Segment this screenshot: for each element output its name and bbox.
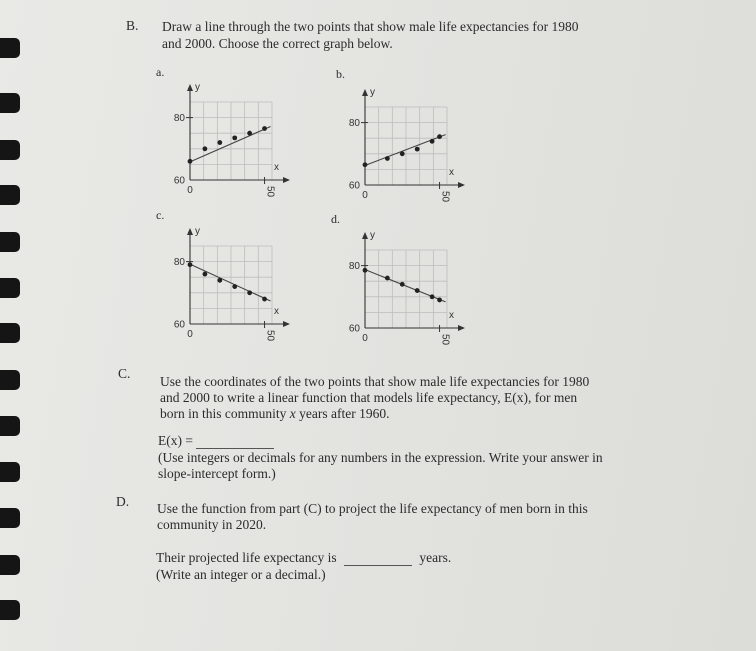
y-tick-label-80: 80 <box>173 257 185 269</box>
x-axis-label: x <box>449 310 454 321</box>
part-c-line-3-pre: born in this community <box>160 406 290 421</box>
x-axis-label: x <box>274 306 279 317</box>
graph-c-label[interactable]: c. <box>156 208 165 222</box>
x-axis-label: x <box>274 162 279 173</box>
part-d-answer-post: years. <box>419 550 452 565</box>
data-point <box>217 140 222 145</box>
graph-c-plot <box>160 224 300 354</box>
e-of-x-label: E(x) = <box>158 433 193 448</box>
graph-a[interactable] <box>160 80 300 215</box>
part-b-letter: B. <box>126 18 139 33</box>
part-c-instruction-2: slope-intercept form.) <box>158 466 276 481</box>
part-b-line-1: Draw a line through the two points that show male life expectancies for 1980 <box>162 19 579 34</box>
x-origin-label: 0 <box>362 190 368 201</box>
graph-c[interactable] <box>160 224 300 359</box>
y-axis-arrow <box>187 84 193 91</box>
data-point <box>400 151 405 156</box>
part-c-instruction-1: (Use integers or decimals for any numbers in the expression. Write your answer in <box>158 450 603 465</box>
x-tick-label-50: 50 <box>439 191 451 203</box>
y-tick-label-80: 80 <box>348 261 360 273</box>
x-axis-arrow <box>458 182 465 188</box>
y-tick-label-80: 80 <box>348 118 360 130</box>
x-origin-label: 0 <box>362 333 368 344</box>
y-origin-label: 60 <box>348 180 360 192</box>
data-point <box>363 268 368 273</box>
part-c-letter: C. <box>118 366 131 381</box>
binding-hole <box>0 278 20 298</box>
life-expectancy-answer-blank[interactable] <box>344 552 412 566</box>
part-d-line-2: community in 2020. <box>157 517 267 532</box>
y-axis-label: y <box>370 87 375 98</box>
part-c-answer-row <box>158 433 274 449</box>
x-tick-label-50: 50 <box>264 330 276 342</box>
binding-hole <box>0 232 20 252</box>
data-point <box>203 146 208 151</box>
data-point <box>262 126 267 131</box>
x-axis-arrow <box>283 321 290 327</box>
x-axis-arrow <box>458 325 465 331</box>
part-c-line-3-post: years after 1960. <box>295 406 390 421</box>
x-origin-label: 0 <box>187 329 193 340</box>
graph-d-plot <box>335 228 475 358</box>
binding-hole <box>0 508 20 528</box>
spiral-binding <box>0 0 36 651</box>
data-point <box>415 288 420 293</box>
x-axis-arrow <box>283 177 290 183</box>
e-of-x-answer-blank[interactable] <box>196 435 274 449</box>
part-d-answer-pre: Their projected life expectancy is <box>156 550 337 565</box>
binding-hole <box>0 185 20 205</box>
y-axis-label: y <box>195 226 200 237</box>
binding-hole <box>0 140 20 160</box>
graph-d-label[interactable]: d. <box>331 212 340 226</box>
data-point <box>385 276 390 281</box>
graph-b-label[interactable]: b. <box>336 67 345 81</box>
data-point <box>437 134 442 139</box>
binding-hole <box>0 38 20 58</box>
data-point <box>188 159 193 164</box>
binding-hole <box>0 462 20 482</box>
y-origin-label: 60 <box>173 319 185 331</box>
data-point <box>232 284 237 289</box>
data-point <box>363 162 368 167</box>
graph-b[interactable] <box>335 85 475 220</box>
x-axis-label: x <box>449 167 454 178</box>
data-point <box>430 294 435 299</box>
part-d-instruction: (Write an integer or a decimal.) <box>156 567 326 582</box>
part-c-line-2: and 2000 to write a linear function that models life expectancy, E(x), for men <box>160 390 578 405</box>
data-point <box>430 139 435 144</box>
part-b-line-2: and 2000. Choose the correct graph below. <box>162 36 393 51</box>
binding-hole <box>0 93 20 113</box>
part-d-line-1: Use the function from part (C) to project the life expectancy of men born in this <box>157 501 588 516</box>
binding-hole <box>0 323 20 343</box>
y-axis-arrow <box>187 228 193 235</box>
y-tick-label-80: 80 <box>173 113 185 125</box>
part-d-letter: D. <box>116 494 130 509</box>
data-point <box>400 282 405 287</box>
graph-b-plot <box>335 85 475 215</box>
data-point <box>247 131 252 136</box>
x-tick-label-50: 50 <box>439 334 451 346</box>
data-point <box>203 272 208 277</box>
graph-d[interactable] <box>335 228 475 363</box>
data-point <box>385 156 390 161</box>
y-axis-label: y <box>195 82 200 93</box>
data-point <box>232 135 237 140</box>
y-origin-label: 60 <box>348 323 360 335</box>
binding-hole <box>0 600 20 620</box>
binding-hole <box>0 370 20 390</box>
x-origin-label: 0 <box>187 185 193 196</box>
graph-a-label[interactable]: a. <box>156 65 165 79</box>
part-c-variable: x <box>289 406 296 421</box>
y-origin-label: 60 <box>173 175 185 187</box>
graph-a-plot <box>160 80 300 210</box>
data-point <box>247 290 252 295</box>
binding-hole <box>0 555 20 575</box>
y-axis-label: y <box>370 230 375 241</box>
x-tick-label-50: 50 <box>264 186 276 198</box>
part-c-line-1: Use the coordinates of the two points that show male life expectancies for 1980 <box>160 374 590 389</box>
data-point <box>188 262 193 267</box>
data-point <box>262 297 267 302</box>
data-point <box>217 278 222 283</box>
data-point <box>415 147 420 152</box>
data-point <box>437 298 442 303</box>
binding-hole <box>0 416 20 436</box>
y-axis-arrow <box>362 232 368 239</box>
part-d-answer-row <box>156 550 451 566</box>
y-axis-arrow <box>362 89 368 96</box>
part-c-line-3 <box>160 406 389 422</box>
